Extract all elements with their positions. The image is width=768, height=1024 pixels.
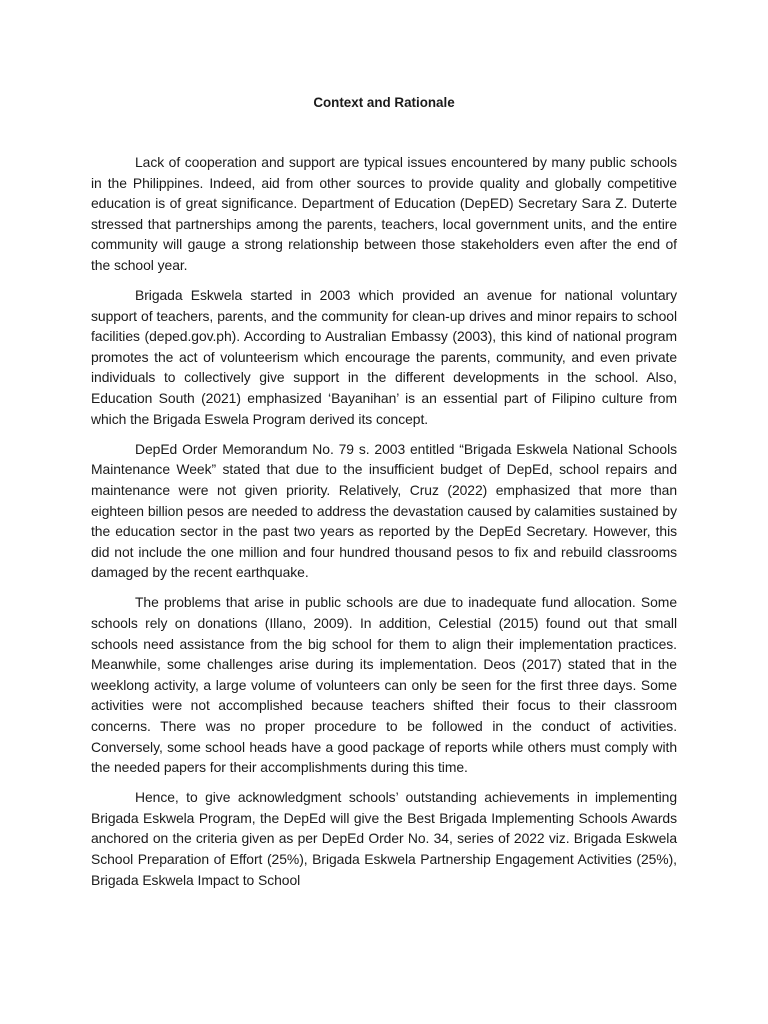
body-text xyxy=(91,152,677,890)
paragraph-3: DepEd Order Memorandum No. 79 s. 2003 entitled “Brigada Eskwela National Schools Maintenance Week” stated that due to the insufficient budget of DepEd, school repairs and maintenance were not given priority. Relatively, Cruz (2022) emphasized that more than eighteen billion pesos are needed to address the devastation caused by calamities sustained by the education sector in the past two years as reported by the DepEd Secretary. However, this did not include the one million and four hundred thousand pesos to fix and rebuild classrooms damaged by the recent earthquake. xyxy=(91,440,677,581)
paragraph-5: Hence, to give acknowledgment schools’ outstanding achievements in implementing Brigada Eskwela Program, the DepEd will give the Best Brigada Implementing Schools Awards anchored on the criteria given as per DepEd Order No. 34, series of 2022 viz. Brigada Eskwela School Preparation of Effort (25%), Brigada Eskwela Partnership Engagement Activities (25%), Brigada Eskwela Impact to School xyxy=(91,789,677,888)
page-title: Context and Rationale xyxy=(313,95,455,110)
paragraph-2: Brigada Eskwela started in 2003 which provided an avenue for national voluntary support of teachers, parents, and the community for clean-up drives and minor repairs to school facilities (deped.gov.ph). According to Australian Embassy (2003), this kind of national program promotes the act of volunteerism which encourage the parents, community, and even private individuals to collectively give support in the different developments in the school. Also, Education South (2021) emphasized ‘Bayanihan’ is an essential part of Filipino culture from which the Brigada Eswela Program derived its concept. xyxy=(91,287,677,427)
paragraph-1: Lack of cooperation and support are typical issues encountered by many public schools in the Philippines. Indeed, aid from other sources to provide quality and globally competitive education is of great significance. Department of Education (DepED) Secretary Sara Z. Duterte stressed that partnerships among the parents, teachers, local government units, and the entire community will gauge a strong relationship between those stakeholders even after the end of the school year. xyxy=(91,154,677,273)
paragraph-4: The problems that arise in public schools are due to inadequate fund allocation. Some schools rely on donations (Illano, 2009). In addition, Celestial (2015) found out that small schools need assistance from the big school for them to align their implementation practices. Meanwhile, some challenges arise during its implementation. Deos (2017) stated that in the weeklong activity, a large volume of volunteers can only be seen for the first three days. Some activities were not accomplished because teachers shifted their focus to their classroom concerns. There was no proper procedure to be followed in the conduct of activities. Conversely, some school heads have a good package of reports while others must comply with the needed papers for their accomplishments during this time. xyxy=(91,594,677,776)
